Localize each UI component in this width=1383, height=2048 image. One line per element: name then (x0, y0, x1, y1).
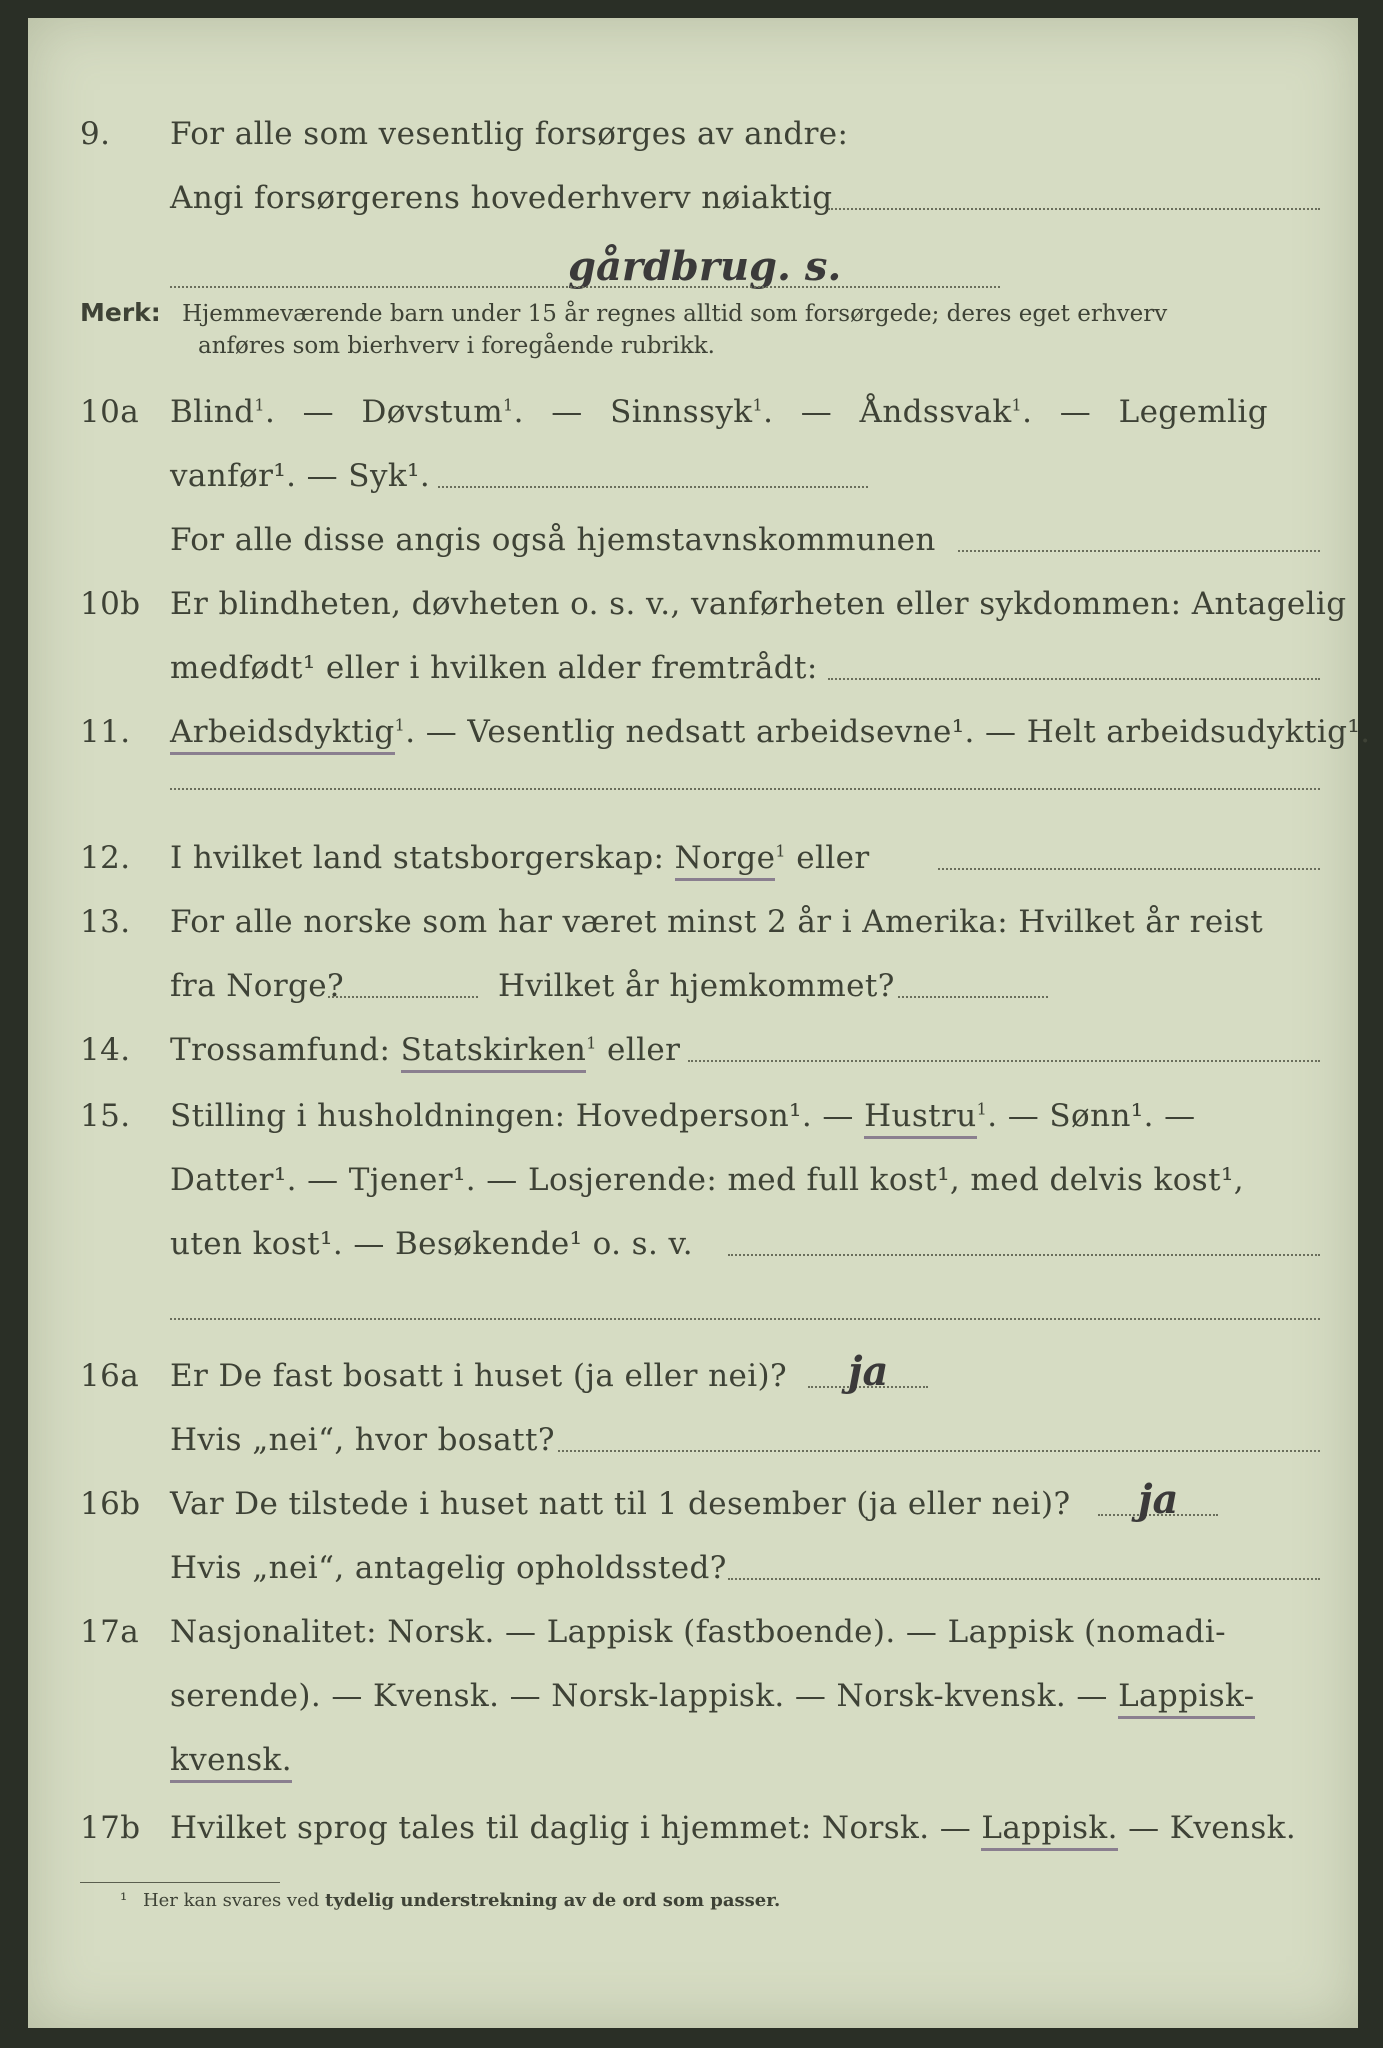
q9-question: For alle som vesentlig forsørges av andre: (170, 116, 849, 152)
q9-answer-line (828, 208, 1320, 210)
footnote (120, 1890, 780, 1911)
q13-row (28, 904, 1358, 964)
q10a-row-3 (28, 522, 1358, 582)
footnote-text: Her kan svares ved (142, 1890, 320, 1911)
q16b-answer-line-2 (728, 1578, 1320, 1580)
q12-answer-line (938, 868, 1320, 870)
q10a-options (170, 394, 1268, 430)
q17a-selected-option-cont: kvensk. (170, 1742, 292, 1783)
q16a-row-2 (28, 1422, 1358, 1482)
q14-number: 14. (80, 1032, 131, 1068)
q17a-options: serende). — Kvensk. — Norsk-lappisk. — Norsk-kvensk. — (170, 1678, 1108, 1714)
dash: — (1059, 394, 1092, 430)
q13-line-1: For alle norske som har været minst 2 år i Amerika: Hvilket år reist (170, 904, 1264, 940)
q15-answer-line (728, 1254, 1320, 1256)
q13-row-2 (28, 968, 1358, 1028)
q14-or: eller (607, 1032, 681, 1068)
q9-row (28, 116, 1358, 176)
q12-label: I hvilket land statsborgerskap: (170, 840, 665, 876)
q10a-line-2: vanfør¹. — Syk¹. (170, 458, 431, 494)
q11-options: Arbeidsdyktig$^1$. — Vesentlig nedsatt arbeidsevne¹. — Helt arbeidsudyktig¹. (170, 714, 1370, 750)
q16a-question: Er De fast bosatt i huset (ja eller nei)? (170, 1358, 788, 1394)
q9-question-2: Angi forsørgerens hovederhverv nøiaktig (170, 180, 833, 216)
q10a-line-3: For alle disse angis også hjemstavnskommunen (170, 522, 936, 558)
q17a-row-3 (28, 1742, 1358, 1802)
q10b-line-1: Er blindheten, døvheten o. s. v., vanførheten eller sykdommen: Antagelig (170, 586, 1347, 622)
q14-selected-option: Statskirken (401, 1032, 587, 1073)
opt-andssvak: Åndssvak$^1$. (859, 394, 1033, 430)
q15-row-2 (28, 1162, 1358, 1222)
q15-answer-line-2 (170, 1318, 1320, 1320)
q15-number: 15. (80, 1098, 131, 1134)
q13-line-2b: Hvilket år hjemkommet? (498, 968, 895, 1004)
q15-other-options: . — Sønn¹. — (987, 1098, 1196, 1134)
q17b-selected-option: Lappisk. (981, 1810, 1117, 1851)
q10b-answer-line (828, 678, 1320, 680)
q14-question: Trossamfund: Statskirken$^1$ eller (170, 1032, 680, 1068)
q9-answer-line-2 (170, 286, 1000, 288)
opt-legemlig: Legemlig (1118, 394, 1268, 430)
q13-number: 13. (80, 904, 131, 940)
merk-label: Merk: (80, 298, 161, 327)
opt-blind: Blind$^1$. (170, 394, 276, 430)
q17b-number: 17b (80, 1810, 141, 1846)
q17a-number: 17a (80, 1614, 140, 1650)
q15-line-3: uten kost¹. — Besøkende¹ o. s. v. (170, 1226, 693, 1262)
q9-handwritten-answer: gårdbrug. s. (568, 243, 842, 290)
q17b-label: Hvilket sprog tales til daglig i hjemmet: Norsk. — (170, 1810, 972, 1846)
census-form-page (28, 18, 1371, 2028)
q17b-question (170, 1810, 1296, 1846)
q11-number: 11. (80, 714, 131, 750)
q11-other-options: . — Vesentlig nedsatt arbeidsevne¹. — Helt arbeidsudyktig¹. (405, 714, 1371, 750)
footnote-rule (80, 1882, 280, 1883)
q15-selected-option: Hustru (864, 1098, 977, 1139)
q17a-row (28, 1614, 1358, 1674)
q15-label: Stilling i husholdningen: Hovedperson¹. — (170, 1098, 854, 1134)
q15-line-1: Stilling i husholdningen: Hovedperson¹. — Hustru$^1$. — Sønn¹. — (170, 1098, 1196, 1134)
q16a-handwritten-answer: ja (848, 1348, 889, 1395)
q9-number: 9. (80, 116, 111, 152)
q16b-line-2: Hvis „nei“, antagelig opholdssted? (170, 1550, 727, 1586)
q10a-number: 10a (80, 394, 140, 430)
q12-number: 12. (80, 840, 131, 876)
q15-line-2: Datter¹. — Tjener¹. — Losjerende: med full kost¹, med delvis kost¹, (170, 1162, 1245, 1198)
footnote-mark: ¹ (120, 1890, 128, 1911)
q16b-handwritten-answer: ja (1138, 1476, 1179, 1523)
opt-sinnssyk: Sinnssyk$^1$. (610, 394, 774, 430)
q12-row (28, 840, 1358, 900)
q11-answer-line (170, 788, 1320, 790)
q14-row (28, 1032, 1358, 1092)
q16b-number: 16b (80, 1486, 141, 1522)
q10b-row-2 (28, 650, 1358, 710)
q12-or: eller (796, 840, 870, 876)
q14-label: Trossamfund: (170, 1032, 391, 1068)
dash: — (551, 394, 583, 430)
q16a-number: 16a (80, 1358, 140, 1394)
q11-selected-option: Arbeidsdyktig (170, 714, 395, 755)
q14-answer-line (688, 1060, 1320, 1062)
q12-question: I hvilket land statsborgerskap: Norge$^1$ eller (170, 840, 870, 876)
q17a-selected-option: Lappisk- (1118, 1678, 1255, 1719)
q10a-answer-line (438, 486, 868, 488)
q16a-line-2: Hvis „nei“, hvor bosatt? (170, 1422, 555, 1458)
q17a-line-3 (170, 1742, 292, 1778)
q16b-row-2 (28, 1550, 1358, 1610)
footnote-bold-text: tydelig understrekning av de ord som passer. (325, 1890, 781, 1911)
dash: — (800, 394, 833, 430)
q17a-line-2 (170, 1678, 1255, 1714)
q10a-row (28, 394, 1358, 454)
q17b-other-option: — Kvensk. (1128, 1810, 1297, 1846)
q10b-row (28, 586, 1358, 646)
q13-line-2a: fra Norge? (170, 968, 345, 1004)
q13-answer-line-2 (898, 996, 1048, 998)
q10a-row-2 (28, 458, 1358, 518)
q11-row (28, 714, 1371, 774)
q13-answer-line-1 (328, 996, 478, 998)
merk-note (80, 298, 1167, 327)
q16a-row (28, 1358, 1358, 1418)
q12-selected-option: Norge (675, 840, 776, 881)
merk-line-1: Hjemmeværende barn under 15 år regnes alltid som forsørgede; deres eget erhverv (182, 301, 1168, 327)
q16b-question: Var De tilstede i huset natt til 1 desember (ja eller nei)? (170, 1486, 1071, 1522)
q10b-line-2: medfødt¹ eller i hvilken alder fremtrådt: (170, 650, 818, 686)
q17a-row-2 (28, 1678, 1358, 1738)
q10b-number: 10b (80, 586, 141, 622)
merk-line-2: anføres som bierhverv i foregående rubrikk. (198, 333, 715, 359)
opt-dovstum: Døvstum$^1$. (361, 394, 524, 430)
q16a-answer-line-2 (558, 1450, 1320, 1452)
q15-row (28, 1098, 1358, 1158)
q17b-row (28, 1810, 1358, 1870)
q17a-line-1: Nasjonalitet: Norsk. — Lappisk (fastboende). — Lappisk (nomadi- (170, 1614, 1227, 1650)
q15-row-3 (28, 1226, 1358, 1286)
q10a-answer-line-2 (958, 550, 1320, 552)
dash: — (302, 394, 335, 430)
q9-row-2 (28, 180, 1358, 240)
